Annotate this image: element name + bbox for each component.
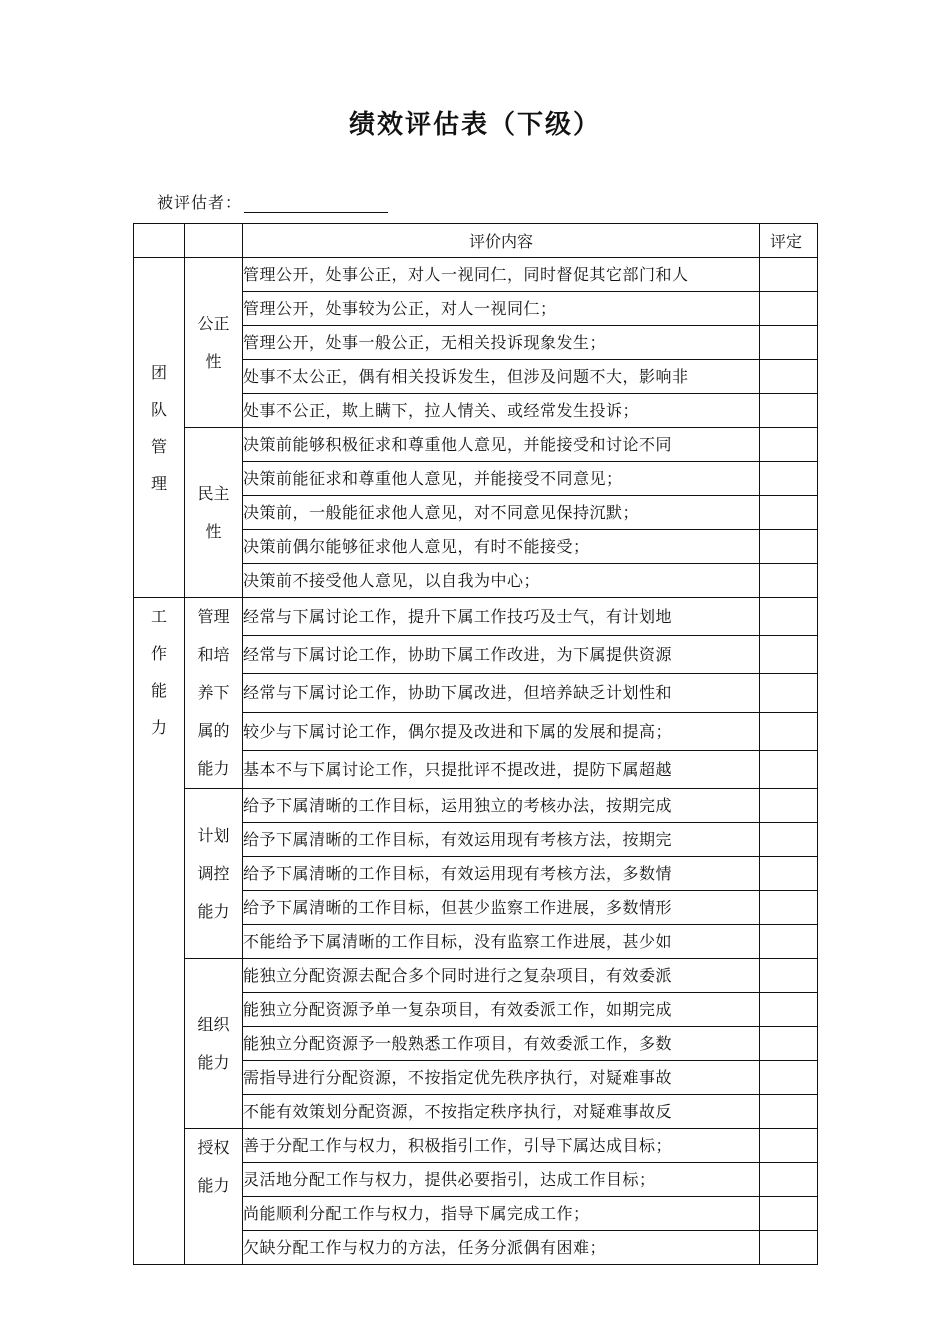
score-cell[interactable] [760, 891, 818, 925]
criterion-text: 决策前能够积极征求和尊重他人意见，并能接受和讨论不同 [243, 428, 760, 462]
score-cell[interactable] [760, 1027, 818, 1061]
criterion-text: 处事不公正，欺上瞒下，拉人情关、或经常发生投诉； [243, 394, 760, 428]
criterion-text: 能独立分配资源去配合多个同时进行之复杂项目，有效委派 [243, 959, 760, 993]
category-cell [134, 258, 185, 598]
criterion-text: 能独立分配资源予一般熟悉工作项目，有效委派工作，多数 [243, 1027, 760, 1061]
criterion-text: 管理公开，处事一般公正，无相关投诉现象发生； [243, 326, 760, 360]
category-label: 工作能力 [150, 607, 167, 737]
criterion-text: 欠缺分配工作与权力的方法，任务分派偶有困难； [243, 1231, 760, 1265]
score-cell[interactable] [760, 1095, 818, 1129]
score-cell[interactable] [760, 674, 818, 712]
table-header-row [134, 224, 818, 258]
evaluation-table [133, 223, 818, 1265]
group-cell [185, 598, 243, 789]
criterion-text: 给予下属清晰的工作目标，但甚少监察工作进展，多数情形 [243, 891, 760, 925]
criterion-text: 经常与下属讨论工作，提升下属工作技巧及士气，有计划地 [243, 598, 760, 636]
score-cell[interactable] [760, 823, 818, 857]
criterion-text: 不能有效策划分配资源，不按指定秩序执行，对疑难事故反 [243, 1095, 760, 1129]
header-blank-category [134, 224, 185, 258]
score-cell[interactable] [760, 258, 818, 292]
header-score: 评定 [760, 224, 818, 258]
page-title: 绩效评估表（下级） [348, 110, 601, 140]
group-cell [185, 959, 243, 1129]
criterion-text: 管理公开，处事公正，对人一视同仁，同时督促其它部门和人 [243, 258, 760, 292]
score-cell[interactable] [760, 789, 818, 823]
group-cell [185, 258, 243, 428]
score-cell[interactable] [760, 428, 818, 462]
criterion-text: 决策前偶尔能够征求他人意见，有时不能接受； [243, 530, 760, 564]
category-label: 团队管理 [150, 362, 167, 493]
group-cell [185, 1129, 243, 1265]
criterion-text: 经常与下属讨论工作，协助下属工作改进，为下属提供资源 [243, 636, 760, 674]
group-label: 民主性 [197, 483, 230, 541]
group-label: 计划调控能力 [197, 825, 230, 921]
criterion-text: 决策前能征求和尊重他人意见，并能接受不同意见； [243, 462, 760, 496]
criterion-text: 灵活地分配工作与权力，提供必要指引，达成工作目标； [243, 1163, 760, 1197]
header-content: 评价内容 [243, 224, 760, 258]
score-cell[interactable] [760, 959, 818, 993]
criterion-text: 尚能顺利分配工作与权力，指导下属完成工作； [243, 1197, 760, 1231]
score-cell[interactable] [760, 750, 818, 788]
score-cell[interactable] [760, 925, 818, 959]
score-cell[interactable] [760, 360, 818, 394]
score-cell[interactable] [760, 712, 818, 750]
score-cell[interactable] [760, 1163, 818, 1197]
group-cell [185, 789, 243, 959]
criterion-text: 需指导进行分配资源，不按指定优先秩序执行，对疑难事故 [243, 1061, 760, 1095]
category-cell [134, 598, 185, 1265]
table-row [134, 258, 818, 292]
score-cell[interactable] [760, 636, 818, 674]
score-cell[interactable] [760, 1231, 818, 1265]
score-cell[interactable] [760, 993, 818, 1027]
table-row [134, 789, 818, 823]
table-row [134, 428, 818, 462]
group-label: 授权能力 [197, 1138, 230, 1195]
criterion-text: 能独立分配资源予单一复杂项目，有效委派工作，如期完成 [243, 993, 760, 1027]
criterion-text: 处事不太公正，偶有相关投诉发生，但涉及问题不大，影响非 [243, 360, 760, 394]
score-cell[interactable] [760, 496, 818, 530]
score-cell[interactable] [760, 857, 818, 891]
score-cell[interactable] [760, 326, 818, 360]
table-row [134, 598, 818, 636]
criterion-text: 不能给予下属清晰的工作目标，没有监察工作进展，甚少如 [243, 925, 760, 959]
evaluatee-label: 被评估者： [157, 193, 243, 212]
criterion-text: 较少与下属讨论工作，偶尔提及改进和下属的发展和提高； [243, 712, 760, 750]
criterion-text: 决策前，一般能征求他人意见，对不同意见保持沉默； [243, 496, 760, 530]
criterion-text: 基本不与下属讨论工作，只提批评不提改进，提防下属超越 [243, 750, 760, 788]
evaluatee-blank-line[interactable] [244, 196, 388, 213]
evaluatee-field [157, 190, 388, 213]
score-cell[interactable] [760, 1061, 818, 1095]
score-cell[interactable] [760, 292, 818, 326]
criterion-text: 经常与下属讨论工作，协助下属改进，但培养缺乏计划性和 [243, 674, 760, 712]
score-cell[interactable] [760, 394, 818, 428]
criterion-text: 给予下属清晰的工作目标，运用独立的考核办法，按期完成 [243, 789, 760, 823]
score-cell[interactable] [760, 1197, 818, 1231]
score-cell[interactable] [760, 564, 818, 598]
score-cell[interactable] [760, 462, 818, 496]
group-label: 组织能力 [197, 1014, 230, 1072]
table-row [134, 959, 818, 993]
table-row [134, 1129, 818, 1163]
score-cell[interactable] [760, 598, 818, 636]
group-label: 管理和培养下属的能力 [197, 607, 230, 778]
criterion-text: 给予下属清晰的工作目标，有效运用现有考核方法，多数情 [243, 857, 760, 891]
score-cell[interactable] [760, 1129, 818, 1163]
header-blank-group [185, 224, 243, 258]
criterion-text: 善于分配工作与权力，积极指引工作，引导下属达成目标； [243, 1129, 760, 1163]
group-cell [185, 428, 243, 598]
score-cell[interactable] [760, 530, 818, 564]
criterion-text: 给予下属清晰的工作目标，有效运用现有考核方法，按期完 [243, 823, 760, 857]
group-label: 公正性 [197, 313, 230, 371]
criterion-text: 决策前不接受他人意见，以自我为中心； [243, 564, 760, 598]
criterion-text: 管理公开，处事较为公正，对人一视同仁； [243, 292, 760, 326]
